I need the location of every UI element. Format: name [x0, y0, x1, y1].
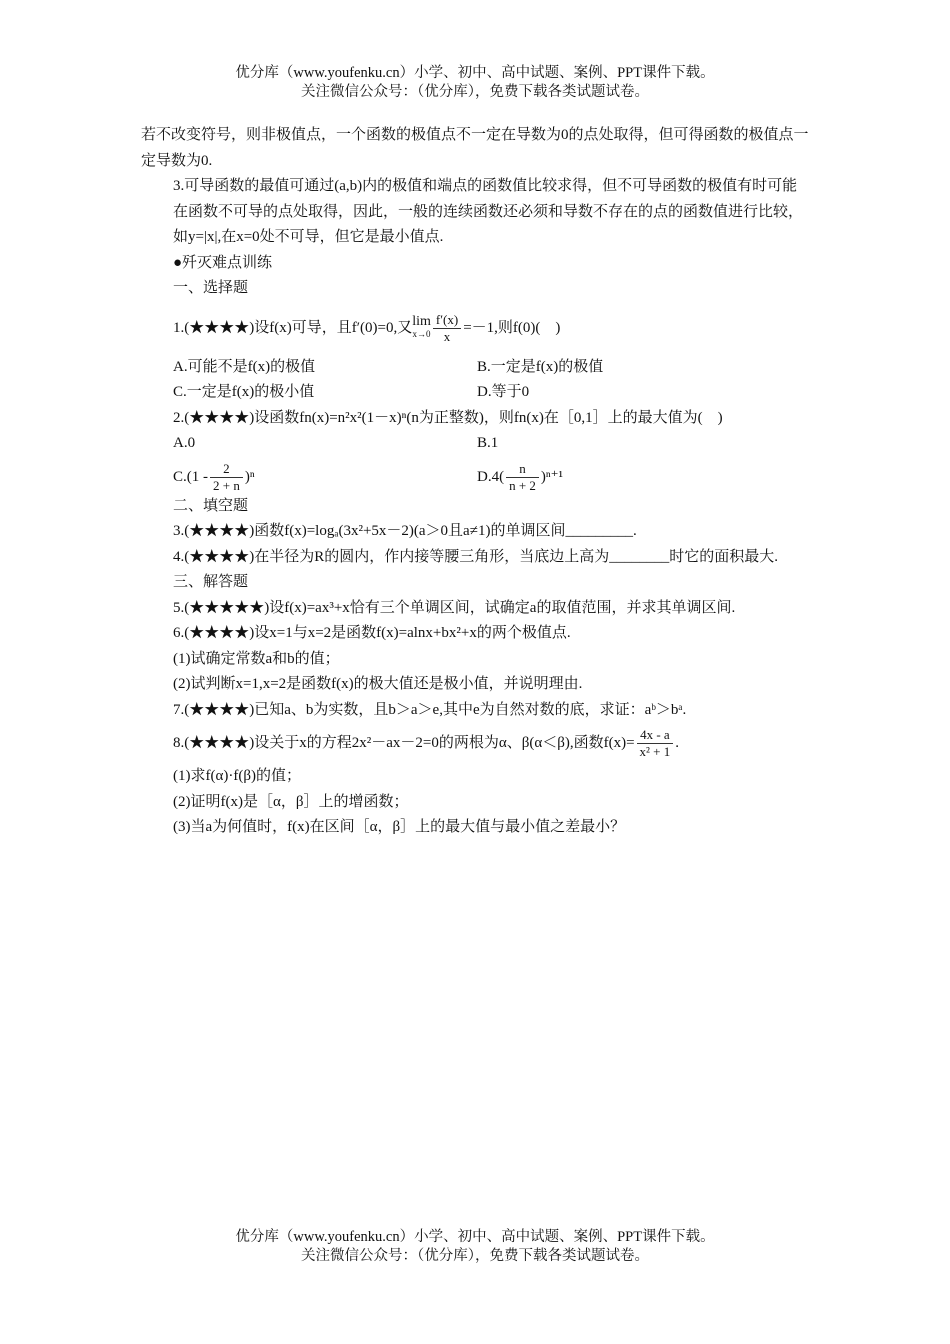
question-6-part-1: (1)试确定常数a和b的值； [173, 650, 340, 667]
q1-option-d: D.等于0 [477, 384, 530, 400]
q2-c-denominator: 2 + n [213, 477, 240, 493]
question-4: 4.(★★★★)在半径为R的圆内，作内接等腰三角形，当底边上高为________时它的面积最大. [173, 548, 778, 565]
intro-paragraph-1: 若不改变符号，则非极值点，一个函数的极值点不一定在导数为0的点处取得，但可得函数的极值点一定导数为0. [141, 127, 809, 169]
q8-fraction [637, 727, 674, 760]
limit-label: lim [412, 314, 431, 329]
limit-expression [412, 316, 431, 340]
q1-stem-b: =－1,则f(0)( ) [463, 319, 561, 336]
question-6-stem: 6.(★★★★)设x=1与x=2是函数f(x)=alnx+bx²+x的两个极值点. [173, 625, 571, 641]
page-footer [0, 1228, 950, 1266]
question-5: 5.(★★★★★)设f(x)=ax³+x恰有三个单调区间，试确定a的取值范围，并求其单调区间. [173, 599, 736, 616]
q2-c-fraction [210, 461, 243, 494]
q1-fraction [433, 312, 461, 345]
q2-d-fraction [506, 461, 539, 494]
question-3: 3.(★★★★)函数f(x)=logₐ(3x²+5x－2)(a＞0且a≠1)的单调区间_________. [173, 523, 637, 539]
question-1-stem [141, 312, 809, 345]
q1-option-b: B.一定是f(x)的极值 [477, 358, 604, 375]
q1-options-row-1 [141, 355, 809, 381]
question-8-part-2: (2)证明f(x)是［α，β］上的增函数； [173, 793, 409, 810]
q2-option-b: B.1 [477, 435, 499, 451]
footer-line-1: 优分库（www.youfenku.cn）小学、初中、高中试题、案例、PPT课件下载。 [235, 1229, 715, 1245]
header-line-1: 优分库（www.youfenku.cn）小学、初中、高中试题、案例、PPT课件下载。 [235, 65, 715, 81]
q1-stem-a: 1.(★★★★)设f(x)可导，且f′(0)=0,又 [173, 319, 413, 336]
q1-option-c: C.一定是f(x)的极小值 [173, 384, 315, 400]
section-title: ●歼灭难点训练 [173, 254, 273, 271]
answer-heading: 三、解答题 [173, 574, 249, 590]
question-6-part-2: (2)试判断x=1,x=2是函数f(x)的极大值还是极小值，并说明理由. [173, 676, 583, 692]
q1-options-row-2 [141, 380, 809, 406]
q2-options-row-2 [141, 461, 809, 494]
fill-heading: 二、填空题 [173, 497, 249, 514]
q8-stem-end: . [675, 734, 680, 751]
q2-option-c [141, 461, 477, 494]
q2-option-a: A.0 [173, 435, 196, 451]
intro-paragraph-2: 3.可导函数的最值可通过(a,b)内的极值和端点的函数值比较求得，但不可导函数的极值有时可能在函数不可导的点处取得，因此，一般的连续函数还必须和导数不存在的点的函数值进行比较，如y=|x|,在x=0处不可导，但它是最小值点. [173, 178, 804, 245]
q2-option-d [477, 461, 809, 494]
q2-d-numerator: n [506, 461, 539, 478]
q2-c-prefix: C.(1 - [173, 468, 208, 485]
question-8-part-3: (3)当a为何值时，f(x)在区间［α，β］上的最大值与最小值之差最小？ [173, 819, 626, 835]
footer-line-2: 关注微信公众号：（优分库），免费下载各类试题试卷。 [301, 1248, 649, 1264]
q2-d-denominator: n + 2 [509, 477, 536, 493]
q2-c-numerator: 2 [210, 461, 243, 478]
q8-fraction-denominator: x² + 1 [639, 744, 671, 759]
limit-subscript: x→0 [412, 329, 431, 339]
q1-fraction-numerator: f′(x) [433, 312, 461, 329]
q2-d-suffix: )ⁿ⁺¹ [540, 468, 564, 485]
question-7: 7.(★★★★)已知a、b为实数，且b＞a＞e,其中e为自然对数的底，求证：aᵇ＞bᵃ. [173, 701, 687, 718]
page-header [0, 64, 950, 102]
q8-stem-text: 8.(★★★★)设关于x的方程2x²－ax－2=0的两根为α、β(α＜β),函数f(x)= [173, 734, 635, 751]
q2-options-row-1 [141, 431, 809, 457]
choice-heading: 一、选择题 [173, 280, 249, 296]
question-2-stem: 2.(★★★★)设函数fn(x)=n²x²(1－x)ⁿ(n为正整数)，则fn(x)在［0,1］上的最大值为( ) [173, 409, 723, 426]
q2-c-suffix: )ⁿ [244, 468, 255, 485]
question-8-stem [141, 727, 809, 760]
q1-fraction-denominator: x [443, 328, 451, 344]
question-8-part-1: (1)求f(α)·f(β)的值； [173, 768, 301, 784]
q2-d-prefix: D.4( [477, 468, 505, 485]
document-body [141, 123, 809, 841]
q8-fraction-numerator: 4x - a [637, 727, 674, 744]
q1-option-a: A.可能不是f(x)的极值 [173, 358, 316, 375]
header-line-2: 关注微信公众号：（优分库），免费下载各类试题试卷。 [301, 84, 649, 100]
